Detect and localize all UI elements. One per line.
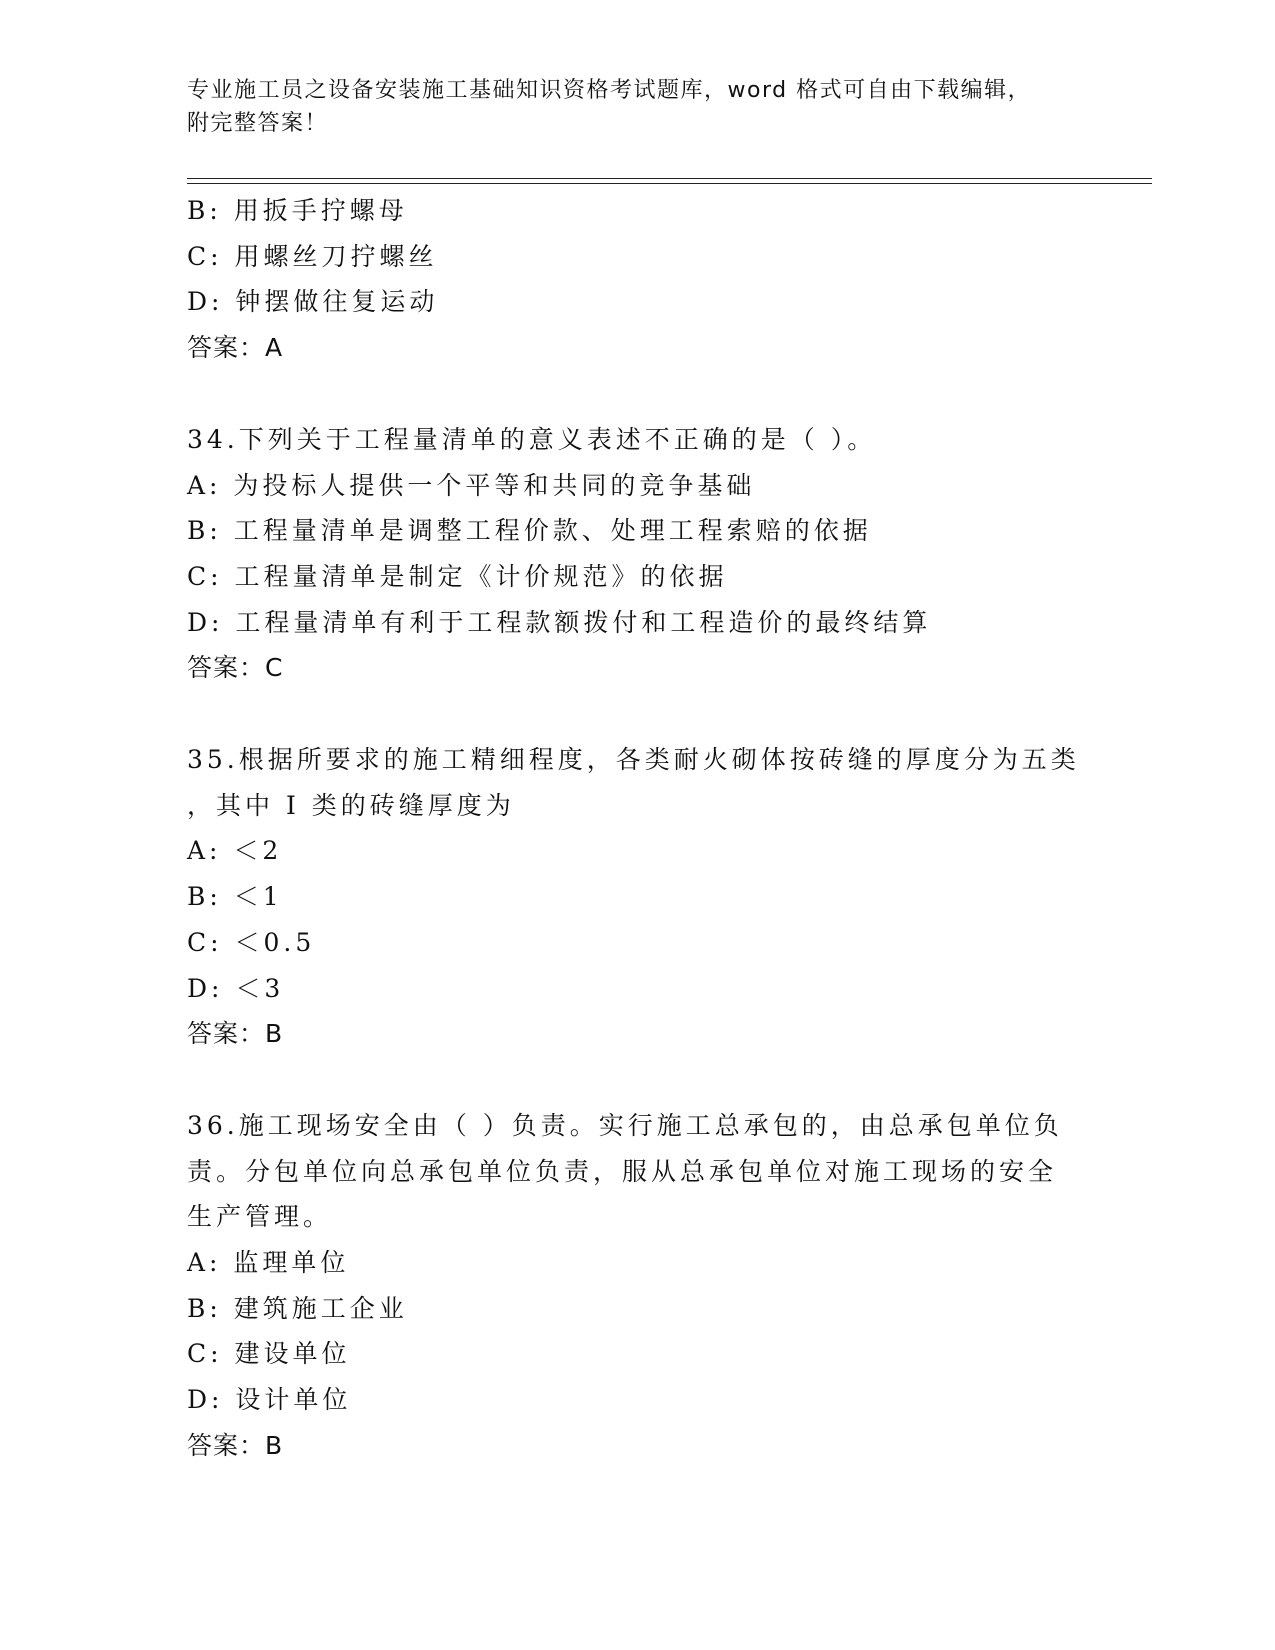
answer-line: 答案：A xyxy=(187,333,284,363)
document-header xyxy=(187,74,1067,140)
option-b: B: 工程量清单是调整工程价款、处理工程索赔的依据 xyxy=(187,516,872,546)
question-block-33 xyxy=(187,188,1087,371)
option-a: A: ＜2 xyxy=(187,836,283,866)
header-divider-top xyxy=(187,178,1152,179)
question-stem: 35.根据所要求的施工精细程度，各类耐火砌体按砖缝的厚度分为五类 xyxy=(187,745,1080,775)
header-line-2: 附完整答案！ xyxy=(187,111,329,136)
question-stem: 36.施工现场安全由（ ）负责。实行施工总承包的，由总承包单位负 xyxy=(187,1110,1063,1140)
question-stem-continued: 生产管理。 xyxy=(187,1202,333,1232)
question-stem-continued: 责。分包单位向总承包单位负责，服从总承包单位对施工现场的安全 xyxy=(187,1156,1058,1186)
header-divider-bottom xyxy=(187,183,1152,184)
spacer xyxy=(187,371,1087,417)
option-b: B: 用扳手拧螺母 xyxy=(187,196,408,225)
option-c: C: 用螺丝刀拧螺丝 xyxy=(187,241,438,271)
option-d: D: 钟摆做往复运动 xyxy=(187,287,439,317)
question-block-35 xyxy=(187,737,1087,1057)
answer-line: 答案：C xyxy=(187,653,284,683)
question-stem: 34.下列关于工程量清单的意义表述不正确的是（ ）。 xyxy=(187,424,877,454)
question-content xyxy=(187,188,1087,1469)
option-c: C: ＜0.5 xyxy=(187,927,316,957)
header-line-1: 专业施工员之设备安装施工基础知识资格考试题库，word 格式可自由下载编辑， xyxy=(187,78,1032,103)
option-d: D: 设计单位 xyxy=(187,1385,352,1415)
spacer xyxy=(187,1057,1087,1103)
option-b: B: ＜1 xyxy=(187,882,283,912)
answer-line: 答案：B xyxy=(187,1019,284,1049)
option-a: A: 监理单位 xyxy=(187,1248,350,1278)
option-d: D: 工程量清单有利于工程款额拨付和工程造价的最终结算 xyxy=(187,607,932,637)
option-c: C: 工程量清单是制定《计价规范》的依据 xyxy=(187,561,728,591)
option-a: A: 为投标人提供一个平等和共同的竞争基础 xyxy=(187,470,756,500)
answer-line: 答案：B xyxy=(187,1430,284,1460)
spacer xyxy=(187,691,1087,737)
question-stem-continued: ，其中 I 类的砖缝厚度为 xyxy=(187,790,515,820)
question-block-36 xyxy=(187,1103,1087,1469)
option-d: D: ＜3 xyxy=(187,973,285,1003)
option-c: C: 建设单位 xyxy=(187,1339,351,1369)
option-b: B: 建筑施工企业 xyxy=(187,1293,408,1323)
question-block-34 xyxy=(187,417,1087,691)
